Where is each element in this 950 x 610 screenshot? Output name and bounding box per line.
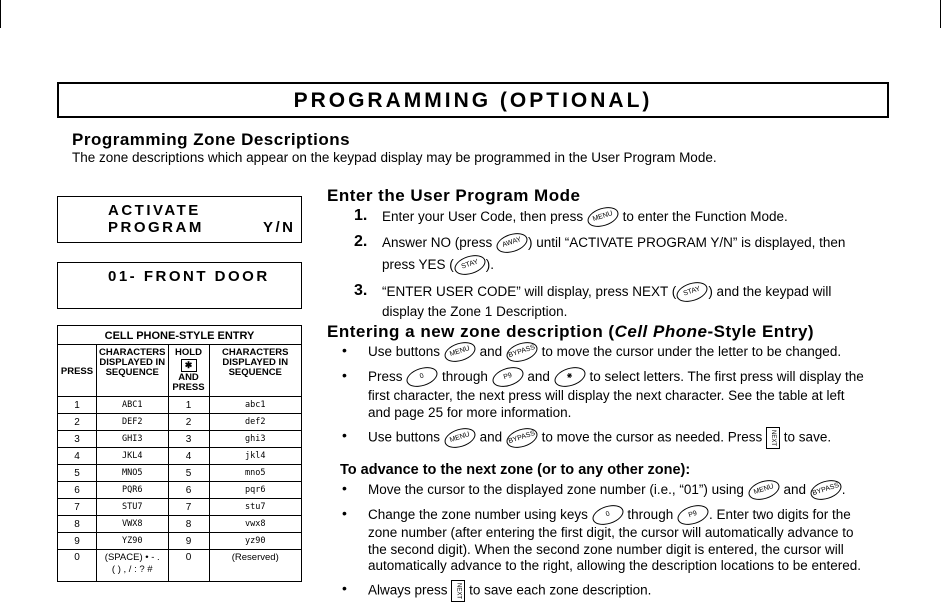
advance-title: To advance to the next zone (or to any other zone):: [340, 462, 691, 478]
bullet: •: [342, 427, 347, 443]
adv-b2-e: automatically advance to the right, allowing the description locations to be entered.: [368, 558, 862, 573]
step-2-a: Answer NO (press: [382, 235, 493, 250]
special-chars-line2: ( ) , / : ? #: [111, 564, 153, 575]
nz-b3-and: and: [479, 429, 503, 445]
table-cell-chars: GHI3: [97, 431, 169, 448]
star-key-icon: ✱: [181, 359, 197, 372]
table-cell-hold: 7: [168, 499, 209, 516]
new-zone-bullet-1: [368, 342, 841, 362]
table-cell-press: 8: [58, 516, 97, 533]
p9-key-icon: P9: [675, 502, 711, 529]
table-cell-hold: 6: [168, 482, 209, 499]
step-2-b: ) until “ACTIVATE PROGRAM Y/N” is displayed, then: [528, 235, 846, 250]
page-banner: PROGRAMMING (OPTIONAL): [57, 82, 889, 118]
step-2-line2: [382, 255, 890, 275]
step-3-text: [382, 282, 890, 322]
step-2-c: press YES (: [382, 257, 454, 272]
menu-key-icon: MENU: [585, 204, 621, 231]
table-cell-lower: pqr6: [209, 482, 302, 499]
table-cell-hold: 3: [168, 431, 209, 448]
table-cell-lower: jkl4: [209, 448, 302, 465]
adv-b3-a: Always press: [368, 582, 448, 598]
display-zone-line1: 01- FRONT DOOR: [108, 268, 270, 285]
step-2-text: [382, 233, 890, 275]
nz-b1-a: Use buttons: [368, 344, 441, 359]
adv-b2-through: through: [627, 507, 674, 522]
bullet: •: [342, 505, 347, 521]
table-row: [58, 482, 302, 499]
keypad-display-activate: [57, 196, 302, 243]
nz-b1-and: and: [479, 344, 503, 359]
step-2-number: 2.: [354, 233, 368, 250]
adv-b1-and: and: [783, 482, 806, 497]
table-cell-hold: 5: [168, 465, 209, 482]
table-cell-hold: 9: [168, 533, 209, 550]
new-zone-bullet-2: [368, 367, 890, 421]
table-cell-lower: def2: [209, 414, 302, 431]
table-cell-hold: 0: [168, 550, 209, 582]
table-cell-chars: YZ90: [97, 533, 169, 550]
table-cell-lower: abc1: [209, 397, 302, 414]
table-cell-lower: vwx8: [209, 516, 302, 533]
table-cell-hold: 4: [168, 448, 209, 465]
table-title: CELL PHONE-STYLE ENTRY: [58, 326, 302, 345]
table-row: [58, 516, 302, 533]
nz-b2-line1: [368, 367, 890, 387]
header-hold-label: HOLD: [175, 347, 202, 358]
table-cell-chars: VWX8: [97, 516, 169, 533]
bullet: •: [342, 342, 347, 358]
advance-bullet-2: [368, 505, 890, 575]
step-1-b: to enter the Function Mode.: [622, 209, 788, 224]
table-cell-chars: [97, 550, 169, 582]
step-3-line1: [382, 282, 890, 302]
crop-mark-right: [940, 0, 941, 28]
header-characters: CHARACTERS DISPLAYED IN SEQUENCE: [97, 345, 169, 397]
header-hold: [168, 345, 209, 397]
advance-bullet-3: [368, 580, 651, 602]
adv-b1-end: .: [841, 482, 846, 497]
table-cell-chars: STU7: [97, 499, 169, 516]
table-cell-press: 3: [58, 431, 97, 448]
table-cell-chars: ABC1: [97, 397, 169, 414]
bullet: •: [342, 580, 347, 596]
section-intro: The zone descriptions which appear on the keypad display may be programmed in the User Program Mode.: [72, 150, 717, 165]
new-zone-title: [327, 322, 814, 342]
bypass-key-icon: BYPASS: [504, 339, 540, 366]
table-cell-press: 7: [58, 499, 97, 516]
bullet: •: [342, 480, 347, 496]
table-cell-hold: 1: [168, 397, 209, 414]
table-cell-lower: (Reserved): [209, 550, 302, 582]
new-zone-bullet-3: [368, 427, 831, 449]
special-chars-line1: (SPACE) • - .: [104, 552, 160, 563]
adv-b3-b: to save each zone description.: [469, 582, 652, 598]
nz-b2-through: through: [442, 369, 488, 384]
step-2-line1: [382, 233, 890, 253]
nz-b1-b: to move the cursor under the letter to be changed.: [541, 344, 842, 359]
step-1-a: Enter your User Code, then press: [382, 209, 584, 224]
table-cell-chars: JKL4: [97, 448, 169, 465]
table-row: [58, 448, 302, 465]
zero-key-icon: 0: [590, 502, 626, 529]
step-2-d: ).: [485, 257, 495, 272]
step-1-number: 1.: [354, 207, 368, 224]
away-key-icon: AWAY: [494, 230, 530, 257]
table-cell-chars: DEF2: [97, 414, 169, 431]
table-cell-press: 6: [58, 482, 97, 499]
new-zone-title-em: Cell Phone: [614, 322, 708, 341]
section-title: Programming Zone Descriptions: [72, 130, 351, 149]
step-3-number: 3.: [354, 282, 368, 299]
next-key-icon: NEXT: [451, 580, 465, 602]
new-zone-title-a: Entering a new zone description (: [327, 322, 615, 341]
table-cell-lower: yz90: [209, 533, 302, 550]
zero-key-icon: 0: [404, 364, 440, 391]
crop-mark-left: [0, 0, 1, 28]
table-cell-press: 5: [58, 465, 97, 482]
display-line1: ACTIVATE: [108, 202, 201, 219]
table-row: [58, 397, 302, 414]
new-zone-title-b: -Style Entry): [707, 322, 815, 341]
table-row: [58, 533, 302, 550]
adv-b2-d: the second digit). When the second zone number digit is entered, the cursor will: [368, 541, 844, 557]
bypass-key-icon: BYPASS: [504, 424, 540, 451]
table-row: [58, 499, 302, 516]
keypad-display-zone: [57, 262, 302, 309]
step-3-b: ) and the keypad will: [708, 284, 832, 299]
table-cell-press: 4: [58, 448, 97, 465]
table-cell-chars: MNO5: [97, 465, 169, 482]
display-line2-right: Y/N: [263, 219, 296, 236]
header-press: PRESS: [58, 345, 97, 397]
advance-bullet-1: [368, 480, 846, 500]
table-row: [58, 414, 302, 431]
nz-b3-b: to move the cursor as needed. Press: [541, 429, 763, 445]
nz-b2-c: first character, the next press will display the next character. See the table at left: [368, 388, 845, 403]
table-cell-press: 2: [58, 414, 97, 431]
menu-key-icon: MENU: [746, 477, 782, 504]
nz-b3-c: to save.: [783, 429, 832, 445]
table-cell-lower: mno5: [209, 465, 302, 482]
nz-b2-d: and page 25 for more information.: [368, 405, 572, 420]
bullet: •: [342, 367, 347, 383]
nz-b3-a: Use buttons: [368, 429, 441, 445]
menu-key-icon: MENU: [442, 339, 478, 366]
table-cell-lower: ghi3: [209, 431, 302, 448]
next-key-icon: NEXT: [766, 427, 780, 449]
adv-b2-line1: [368, 505, 890, 525]
display-line2: PROGRAM: [108, 219, 204, 236]
stay-key-icon: STAY: [452, 252, 488, 279]
table-row: [58, 465, 302, 482]
table-cell-lower: stu7: [209, 499, 302, 516]
nz-b2-b: to select letters. The first press will display the: [589, 369, 864, 384]
header-and-press: AND PRESS: [172, 372, 205, 393]
star-key-icon: ✱: [552, 364, 588, 391]
adv-b2-b: . Enter two digits for the: [708, 507, 851, 522]
step-1-text: [382, 207, 788, 227]
table-cell-press: 0: [58, 550, 97, 582]
step-3-c: display the Zone 1 Description.: [382, 304, 568, 319]
adv-b2-a: Change the zone number using keys: [368, 507, 588, 522]
nz-b2-and: and: [527, 369, 550, 384]
adv-b2-c: zone number (after entering the first digit, the cursor will automatically advance to: [368, 525, 854, 540]
table-cell-press: 1: [58, 397, 97, 414]
table-cell-hold: 2: [168, 414, 209, 431]
stay-key-icon-2: STAY: [674, 279, 710, 306]
cell-phone-entry-table: [57, 325, 302, 582]
header-characters-lower: CHARACTERS DISPLAYED IN SEQUENCE: [209, 345, 302, 397]
bypass-key-icon: BYPASS: [808, 477, 844, 504]
p9-key-icon: P9: [490, 364, 526, 391]
table-row: [58, 431, 302, 448]
table-cell-chars: PQR6: [97, 482, 169, 499]
step-3-a: “ENTER USER CODE” will display, press NEXT (: [382, 284, 677, 299]
table-cell-press: 9: [58, 533, 97, 550]
nz-b2-a: Press: [368, 369, 403, 384]
table-cell-hold: 8: [168, 516, 209, 533]
menu-key-icon: MENU: [442, 424, 478, 451]
enter-mode-title: Enter the User Program Mode: [327, 186, 581, 205]
adv-b1-a: Move the cursor to the displayed zone number (i.e., “01”) using: [368, 482, 744, 497]
